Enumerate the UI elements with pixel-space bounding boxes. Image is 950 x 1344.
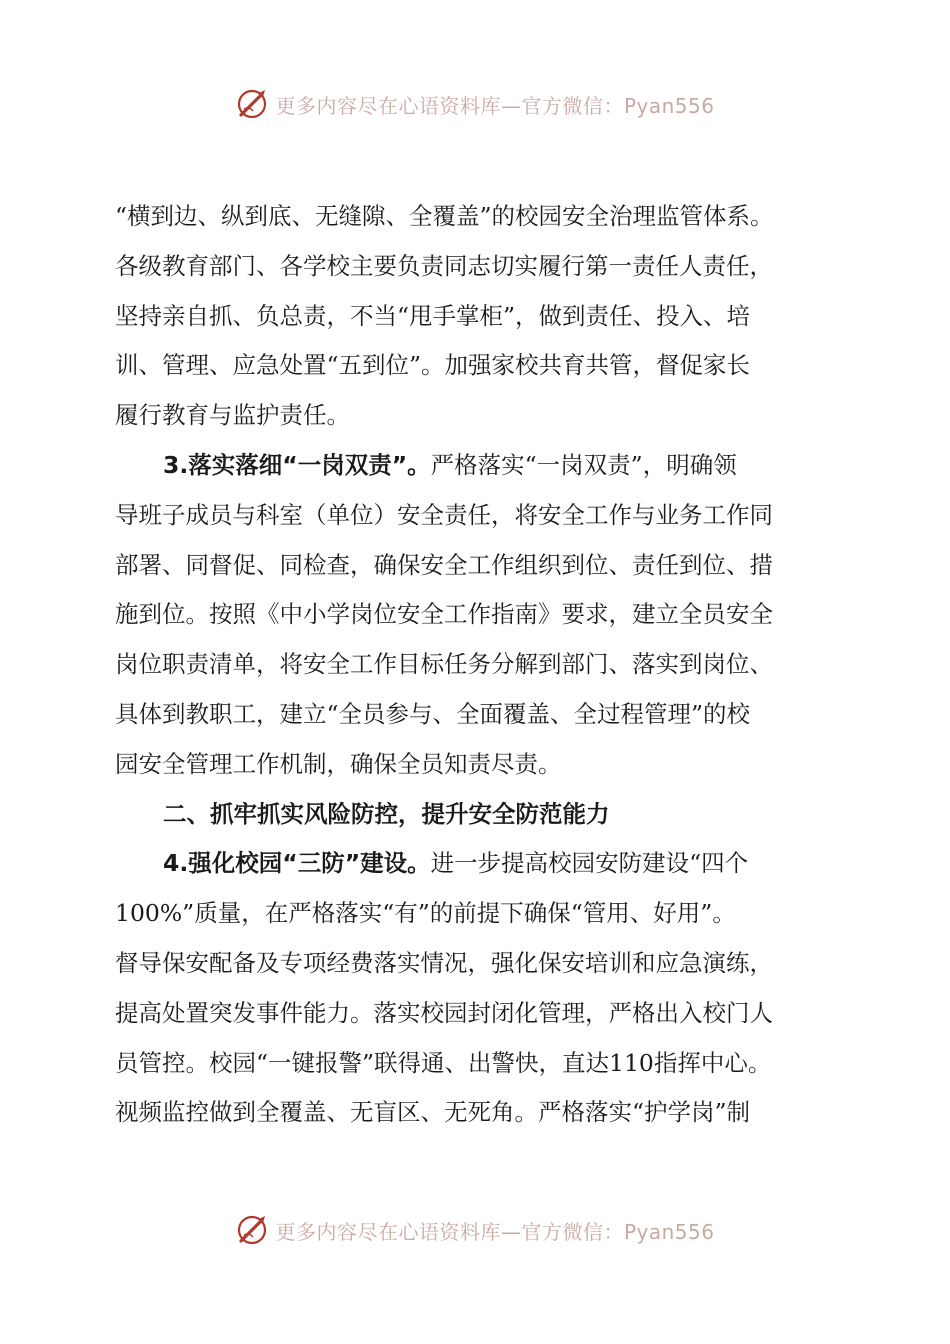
watermark-text: 更多内容尽在心语资料库—官方微信：Pyan556 — [275, 93, 715, 118]
footer-watermark — [0, 1210, 950, 1250]
text-line: 具体到教职工，建立“全员参与、全面覆盖、全过程管理”的校 — [115, 699, 751, 728]
text-line: 员管控。校园“一键报警”联得通、出警快，直达110指挥中心。 — [115, 1048, 772, 1077]
text-line: 坚持亲自抓、负总责，不当“甩手掌柜”，做到责任、投入、培 — [115, 301, 751, 330]
text-line: 各级教育部门、各学校主要负责同志切实履行第一责任人责任， — [115, 251, 773, 280]
text-line: 训、管理、应急处置“五到位”。加强家校共育共管，督促家长 — [115, 351, 751, 380]
paragraph-4-heading: 4.强化校园“三防”建设。 — [163, 849, 431, 878]
paragraph-3-lead: 严格落实“一岗双责”，明确领 — [430, 450, 737, 479]
paragraph-4-first-line — [115, 839, 845, 889]
text-line: 园安全管理工作机制，确保全员知责尽责。 — [115, 749, 562, 778]
text-line: 岗位职责清单，将安全工作目标任务分解到部门、落实到岗位、 — [115, 650, 773, 679]
text-line: 部署、同督促、同检查，确保安全工作组织到位、责任到位、措 — [115, 550, 773, 579]
paragraph-3-first-line — [115, 441, 845, 491]
document-body — [115, 192, 845, 1138]
watermark-text: 更多内容尽在心语资料库—官方微信：Pyan556 — [275, 1219, 715, 1244]
header-watermark — [0, 84, 950, 124]
text-line: 提高处置突发事件能力。落实校园封闭化管理，严格出入校门人 — [115, 998, 773, 1027]
text-line: 100%”质量，在严格落实“有”的前提下确保“管用、好用”。 — [115, 899, 736, 928]
text-line: 导班子成员与科室（单位）安全责任，将安全工作与业务工作同 — [115, 500, 773, 529]
text-line: 督导保安配备及专项经费落实情况，强化保安培训和应急演练， — [115, 948, 773, 977]
text-line: 施到位。按照《中小学岗位安全工作指南》要求，建立全员安全 — [115, 600, 773, 629]
paragraph-4-lead: 进一步提高校园安防建设“四个 — [430, 849, 749, 878]
paragraph-3-heading: 3.落实落细“一岗双责”。 — [163, 450, 431, 479]
pen-circle-logo-icon — [235, 87, 269, 121]
pen-circle-logo-icon — [235, 1213, 269, 1247]
text-line: 视频监控做到全覆盖、无盲区、无死角。严格落实“护学岗”制 — [115, 1098, 751, 1127]
text-line: 履行教育与监护责任。 — [115, 401, 350, 430]
text-line: “横到边、纵到底、无缝隙、全覆盖”的校园安全治理监管体系。 — [115, 202, 774, 230]
section-2-heading: 二、抓牢抓实风险防控，提升安全防范能力 — [163, 799, 610, 828]
